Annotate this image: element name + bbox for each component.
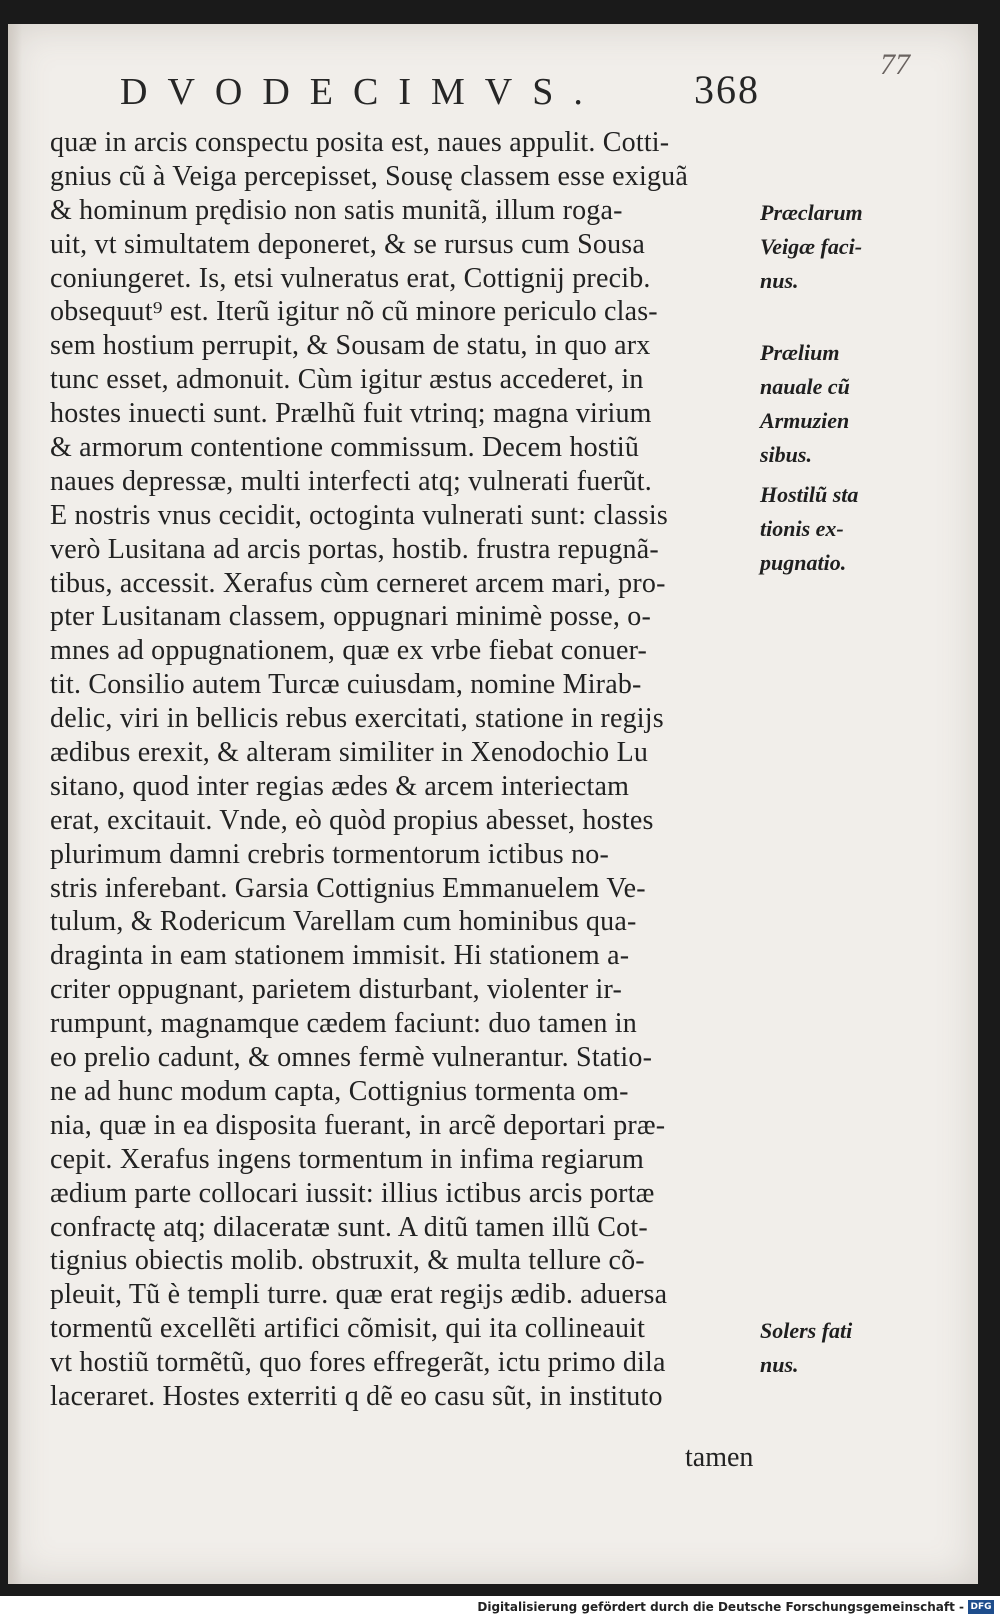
- text-line: nia, quæ in ea disposita fuerant, in arcẽ deportari præ-: [50, 1109, 666, 1141]
- margin-note: [760, 196, 960, 298]
- text-line: tignius obiectis molib. obstruxit, & multa tellure cõ-: [50, 1245, 645, 1277]
- text-line: sem hostium perrupit, & Sousam de statu, in quo arx: [50, 330, 651, 362]
- text-line: tunc esset, admonuit. Cùm igitur æstus accederet, in: [50, 364, 644, 396]
- text-line: draginta in eam stationem immisit. Hi stationem a-: [50, 940, 630, 972]
- text-line: uit, vt simultatem deponeret, & se rursus cum Sousa: [50, 228, 646, 260]
- text-line: naues depressæ, multi interfecti atq; vulnerati fuerũt.: [50, 465, 652, 497]
- margin-note-line: Armuzien: [760, 408, 850, 433]
- text-line: ne ad hunc modum capta, Cottignius tormenta om-: [50, 1075, 629, 1107]
- margin-note-line: nauale cũ: [760, 374, 850, 399]
- handwritten-folio-mark: 77: [880, 48, 910, 81]
- margin-note-line: sibus.: [760, 442, 812, 467]
- text-line: delic, viri in bellicis rebus exercitati, statione in regijs: [50, 703, 664, 735]
- text-line: E nostris vnus cecidit, octoginta vulnerati sunt: classis: [50, 499, 668, 531]
- page-header: [120, 62, 760, 122]
- margin-note-line: nus.: [760, 1352, 799, 1377]
- dfg-logo-icon: DFG: [968, 1600, 994, 1614]
- text-line: ædibus erexit, & alteram similiter in Xenodochio Lu: [50, 737, 649, 769]
- text-line: tormentũ excellẽti artifici cõmisit, qui ita collineauit: [50, 1313, 646, 1345]
- margin-note: [760, 1314, 960, 1382]
- text-line: rumpunt, magnamque cædem faciunt: duo tamen in: [50, 1008, 637, 1040]
- text-line: & armorum contentione commissum. Decem hostiũ: [50, 432, 640, 464]
- text-line: cepit. Xerafus ingens tormentum in infima regiarum: [50, 1143, 644, 1175]
- text-line: plurimum damni crebris tormentorum ictibus no-: [50, 838, 609, 870]
- margin-note-line: Solers fati: [760, 1318, 853, 1343]
- margin-note: [760, 478, 960, 580]
- text-line: stris inferebant. Garsia Cottignius Emmanuelem Ve-: [50, 872, 646, 904]
- footer-bar: [0, 1596, 1000, 1621]
- funding-credit: Digitalisierung gefördert durch die Deutsche Forschungsgemeinschaft -: [477, 1600, 964, 1614]
- text-line: tit. Consilio autem Turcæ cuiusdam, nomine Mirab-: [50, 669, 642, 701]
- text-line: eo prelio cadunt, & omnes fermè vulnerantur. Statio-: [50, 1042, 653, 1074]
- body-text: [50, 126, 775, 1414]
- text-line: vt hostiũ tormẽtũ, quo fores effregerãt, ictu primo dila: [50, 1347, 666, 1379]
- margin-note-line: tionis ex-: [760, 516, 844, 541]
- catchword: tamen: [685, 1442, 754, 1473]
- page-number: 368: [694, 67, 760, 112]
- text-line: coniungeret. Is, etsi vulneratus erat, Cottignij precib.: [50, 262, 651, 294]
- text-line: verò Lusitana ad arcis portas, hostib. frustra repugnã-: [50, 533, 659, 565]
- text-line: pter Lusitanam classem, oppugnari minimè posse, o-: [50, 601, 651, 633]
- margin-note-line: Præclarum: [760, 200, 863, 225]
- text-line: tibus, accessit. Xerafus cùm cerneret arcem mari, pro-: [50, 567, 666, 599]
- margin-note: [760, 336, 960, 472]
- running-head: DVODECIMVS.: [120, 71, 603, 113]
- text-line: gnius cũ à Veiga percepisset, Sousę classem esse exiguã: [50, 160, 688, 192]
- text-line: criter oppugnant, parietem disturbant, violenter ir-: [50, 974, 622, 1006]
- margin-note-line: Veigæ faci-: [760, 234, 863, 259]
- margin-note-line: pugnatio.: [760, 550, 847, 575]
- margin-note-line: Hostilũ sta: [760, 482, 859, 507]
- margin-note-line: nus.: [760, 268, 799, 293]
- text-line: hostes inuecti sunt. Prælhũ fuit vtrinq; magna virium: [50, 398, 652, 430]
- text-line: pleuit, Tũ è templi turre. quæ erat regijs ædib. aduersa: [50, 1279, 668, 1311]
- margin-note-line: Prælium: [760, 340, 840, 365]
- text-line: sitano, quod inter regias ædes & arcem interiectam: [50, 770, 630, 802]
- text-line: obsequut⁹ est. Iterũ igitur nõ cũ minore periculo clas-: [50, 296, 658, 328]
- text-line: confractę atq; dilaceratæ sunt. A ditũ tamen illũ Cot-: [50, 1211, 648, 1243]
- text-line: erat, excitauit. Vnde, eò quòd propius abesset, hostes: [50, 804, 654, 836]
- text-line: quæ in arcis conspectu posita est, naues appulit. Cotti-: [50, 127, 670, 158]
- page-gutter-shadow: [8, 24, 22, 1584]
- text-line: laceraret. Hostes exterriti q dẽ eo casu sũt, in instituto: [50, 1380, 663, 1412]
- text-line: ædium parte collocari iussit: illius ictibus arcis portæ: [50, 1177, 655, 1209]
- text-line: mnes ad oppugnationem, quæ ex vrbe fiebat conuer-: [50, 635, 648, 667]
- text-line: tulum, & Rodericum Varellam cum hominibus qua-: [50, 906, 637, 938]
- text-line: & hominum prędisio non satis munitã, illum roga-: [50, 194, 623, 226]
